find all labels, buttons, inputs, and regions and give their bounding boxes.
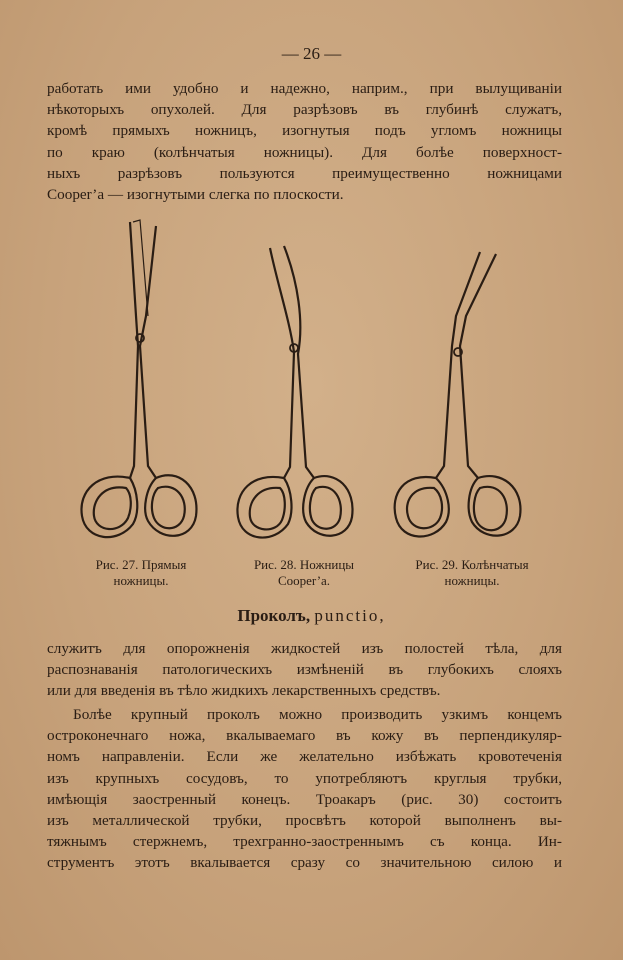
caption-line: ножницы.	[113, 573, 169, 588]
caption-line: Рис. 29. Колѣнчатыя	[415, 557, 529, 572]
text-line: имѣющiя заостренный конецъ. Троакаръ (рис. 30) состоитъ	[47, 790, 562, 808]
heading-bold: Проколъ,	[237, 606, 311, 625]
text-line: по краю (колѣнчатыя ножницы). Для болѣе поверхност-	[47, 143, 562, 161]
text-line: остроконечнаго ножа, вкалываемаго въ кожу въ перпендикуляр-	[47, 727, 562, 745]
paragraph-2	[47, 638, 562, 702]
figure-caption-29	[392, 557, 552, 589]
page-number: — 26 —	[281, 44, 342, 63]
text-line: струментъ этотъ вкалывается сразу со значительною силою и	[47, 854, 562, 872]
text-line: номъ направленiи. Если же желательно избѣжать кровотеченiя	[47, 748, 562, 766]
caption-line: ножницы.	[444, 573, 500, 588]
text-line: тяжнымъ стержнемъ, трехгранно-заостреннымъ съ конца. Ин-	[47, 833, 562, 851]
heading-latin: punctio,	[314, 606, 386, 625]
straight-scissors-illustration	[78, 216, 203, 546]
cooper-scissors-illustration	[232, 242, 357, 547]
paragraph-3	[47, 704, 562, 874]
figure-caption-28	[229, 557, 379, 589]
caption-line: Рис. 27. Прямыя	[95, 557, 187, 572]
paragraph-1	[47, 78, 562, 205]
text-line: Болѣе крупный проколъ можно производить узкимъ концемъ	[73, 706, 562, 723]
text-line: или для введенiя въ тѣло жидкихъ лекарственныхъ средствъ.	[47, 682, 441, 700]
text-line: служитъ для опорожненiя жидкостей изъ полостей тѣла, для	[47, 640, 562, 657]
text-line: изъ крупныхъ сосудовъ, то употребляютъ круглыя трубки,	[47, 769, 562, 787]
figure-caption-27	[66, 557, 216, 589]
angled-scissors-illustration	[392, 246, 527, 546]
text-line: кромѣ прямыхъ ножницъ, изогнутыя подъ угломъ ножницы	[47, 122, 562, 140]
text-line: Cooper’a — изогнутыми слегка по плоскости.	[47, 186, 344, 204]
text-line: работать ими удобно и надежно, наприм., при вылущиванiи	[47, 80, 562, 97]
text-line: изъ металлической трубки, просвѣтъ которой выполненъ вы-	[47, 812, 562, 830]
caption-line: Рис. 28. Ножницы	[253, 557, 355, 572]
section-heading	[0, 606, 623, 626]
caption-line: Cooper’a.	[277, 573, 331, 588]
text-line: нѣкоторыхъ опухолей. Для разрѣзовъ въ глубинѣ служатъ,	[47, 101, 562, 119]
text-line: ныхъ разрѣзовъ пользуются преимущественно ножницами	[47, 164, 562, 182]
text-line: распознаванiя патологическихъ измѣненiй въ глубокихъ слояхъ	[47, 661, 562, 679]
